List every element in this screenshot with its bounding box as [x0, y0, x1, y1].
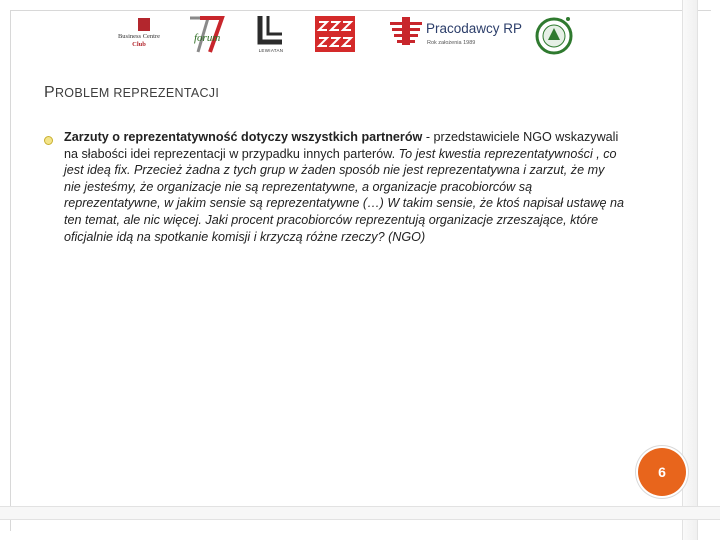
- slide-title: [44, 84, 219, 102]
- prp-founded-label: Rok założenia 1989: [427, 40, 476, 46]
- business-centre-club-logo: [108, 14, 170, 56]
- partner-logos-strip: [100, 10, 590, 56]
- pracodawcy-rp-logo: [388, 14, 530, 56]
- lewiatan-l-icon: [254, 14, 288, 48]
- bullet-quote-italic: To jest kwestia reprezentatywności , co jest ideą fix. Przecież żadna z tych grup w żaden sposób nie jest reprezentatywna i zarzut, że my nie jesteśmy, że organizacje nie są reprezentatywne, a organizacje pracobiorców są reprezentatywne, w jakim sensie są reprezentatywne (…) W takim sensie, że ktoś napisał ustawę na ten temat, ale nic więcej. Jaki procent pracobiorców reprezentują organizacje zrzeszające, które oficjalnie idą na spotkanie komisji i krzyczą różne rzeczy? (NGO): [64, 146, 624, 244]
- forum-logo: [186, 14, 226, 56]
- page-number-badge: 6: [638, 448, 686, 496]
- slide-title-rest: ROBLEM REPREZENTACJI: [54, 86, 220, 100]
- bullet-paragraph: [64, 129, 624, 245]
- bcc-red-square-icon: [138, 18, 150, 31]
- bcc-club-label: Club: [132, 41, 146, 48]
- zrzeszenie-emblem-logo: [534, 14, 574, 56]
- bullet-plain-text: - przedstawiciele NGO wskazywali na słabości idei reprezentacji w przypadku innych parterów.: [64, 130, 619, 161]
- slide-frame-right-bar: [682, 0, 698, 540]
- lewiatan-logo: [254, 14, 288, 56]
- slide-frame-bottom-bar: [0, 506, 720, 520]
- forum-wordmark: forum: [194, 32, 221, 44]
- zzz-union-logo: [314, 14, 356, 56]
- prp-eagle-icon: [388, 14, 424, 48]
- bcc-name: Business Centre: [117, 33, 161, 40]
- slide-title-initial: P: [44, 84, 55, 101]
- bullet-point-icon: [44, 136, 53, 145]
- green-seal-icon: [534, 14, 574, 56]
- lewiatan-wordmark: LEWIATAN: [258, 48, 284, 53]
- prp-wordmark: Pracodawcy RP: [426, 21, 523, 36]
- zzz-grid-icon: [314, 14, 356, 54]
- bullet-lead-bold: Zarzuty o reprezentatywność dotyczy wszystkich partnerów: [64, 130, 423, 144]
